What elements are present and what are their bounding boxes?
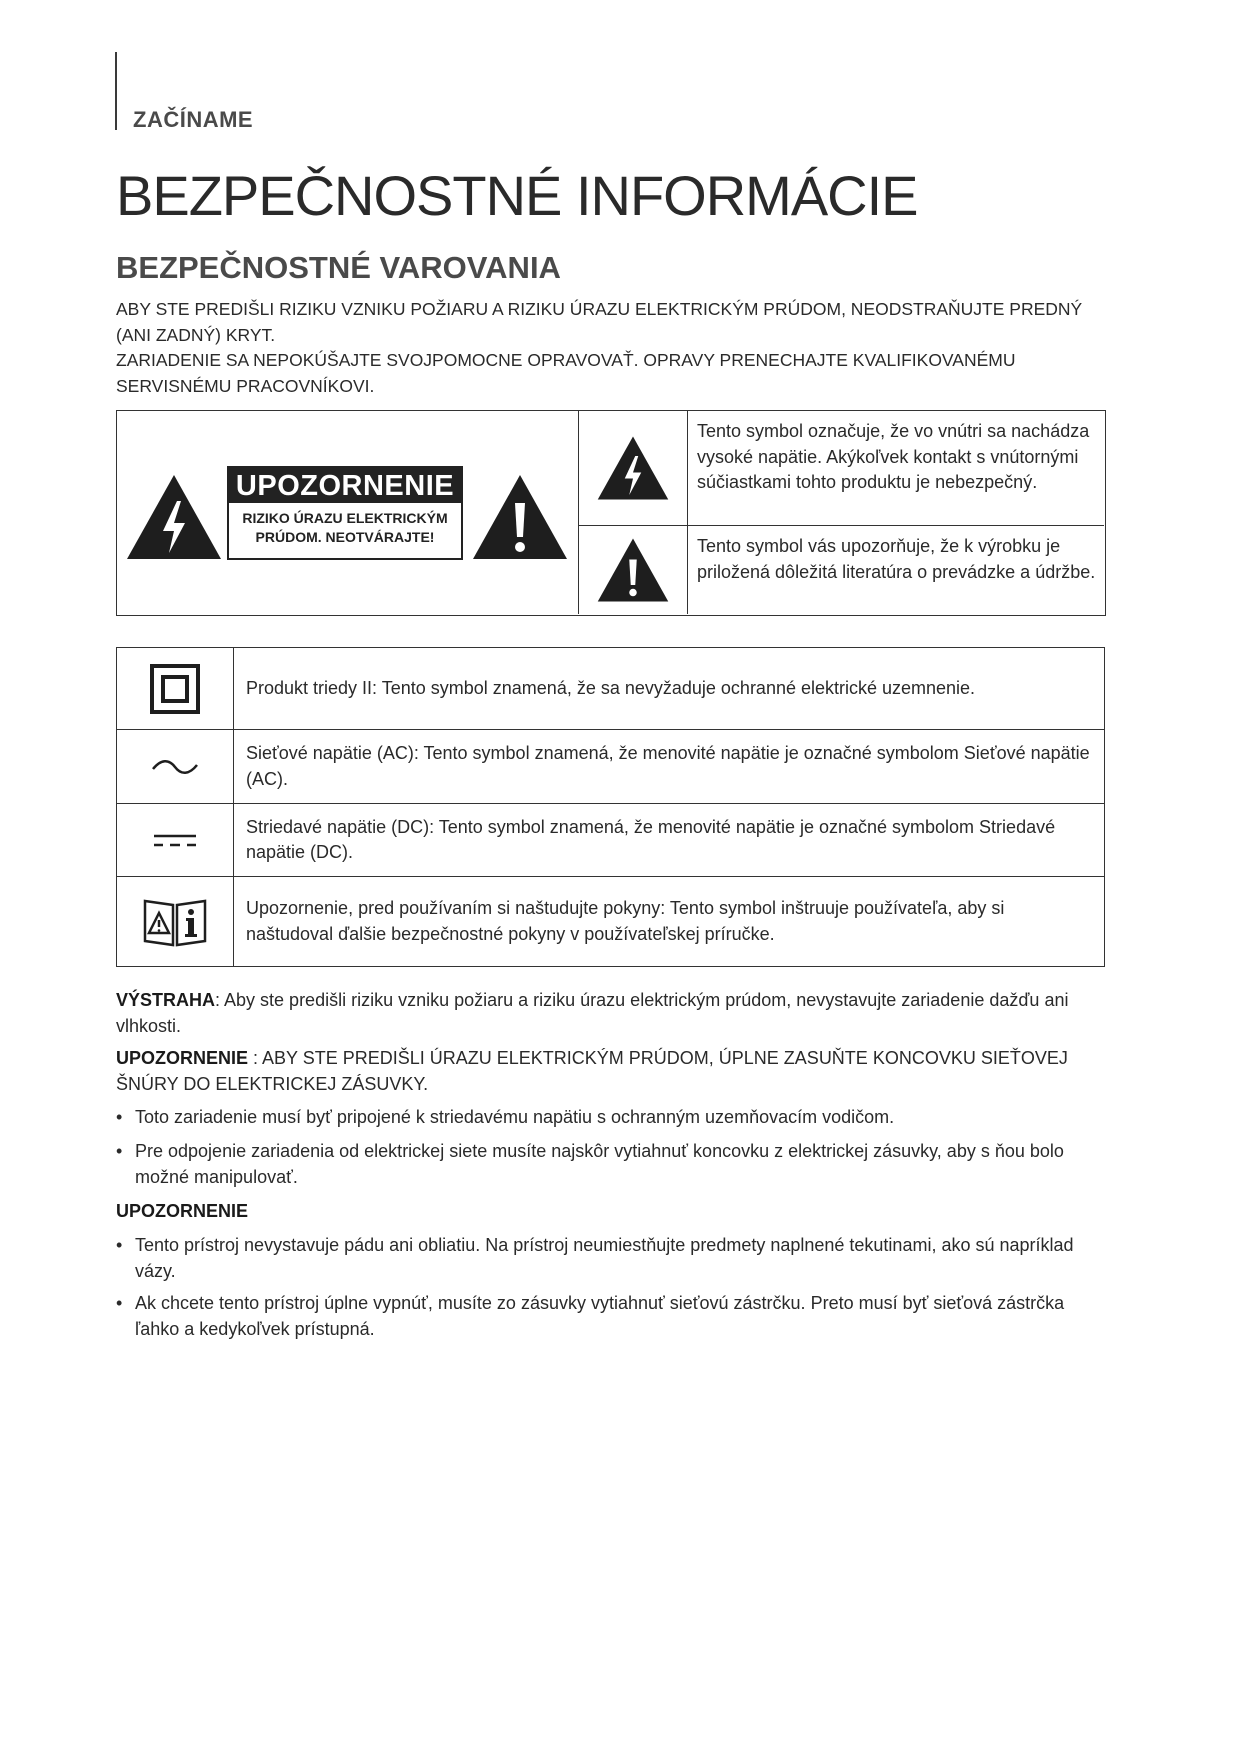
list-item-text: Pre odpojenie zariadenia od elektrickej siete musíte najskôr vytiahnuť koncovku z elektrickej zásuvky, aby s ňou bolo možné manipulovať. bbox=[135, 1141, 1064, 1187]
lightning-symbol-row bbox=[579, 411, 1104, 526]
exclamation-symbol-description: Tento symbol vás upozorňuje, že k výrobku je priložená dôležitá literatúra o prevádzke a údržbe. bbox=[697, 536, 1096, 582]
list-item bbox=[116, 1233, 1106, 1284]
caution-label-line-1: RIZIKO ÚRAZU ELEKTRICKÝM bbox=[242, 510, 448, 526]
table-row bbox=[117, 804, 1104, 877]
symbol-description: Upozornenie, pred používaním si naštudujte pokyny: Tento symbol inštruuje používateľa, aby si naštudoval ďalšie bezpečnostné pokyny v používateľskej príručke. bbox=[246, 898, 1005, 944]
table-row bbox=[117, 648, 1104, 730]
intro-line-1: ABY STE PREDIŠLI RIZIKU VZNIKU POŽIARU A RIZIKU ÚRAZU ELEKTRICKÝM PRÚDOM, NEODSTRAŇUJTE PREDNÝ (ANI ZADNÝ) KRYT. bbox=[116, 299, 1083, 345]
dc-voltage-icon bbox=[152, 831, 198, 849]
list-item-text: Tento prístroj nevystavuje pádu ani obliatiu. Na prístroj neumiestňujte predmety naplnené tekutinami, ako sú napríklad vázy. bbox=[135, 1235, 1074, 1281]
upozornenie-text: : ABY STE PREDIŠLI ÚRAZU ELEKTRICKÝM PRÚDOM, ÚPLNE ZASUŇTE KONCOVKU SIEŤOVEJ ŠNÚRY DO ELEKTRICKEJ ZÁSUVKY. bbox=[116, 1048, 1068, 1094]
exclamation-triangle-icon bbox=[596, 537, 670, 603]
list-item-text: Toto zariadenie musí byť pripojené k striedavému napätiu s ochranným uzemňovacím vodičom. bbox=[135, 1107, 895, 1127]
caution-label-text bbox=[229, 503, 461, 547]
caution-box bbox=[116, 410, 1106, 616]
bullet-marker: • bbox=[116, 1141, 123, 1161]
upozornenie-label: UPOZORNENIE bbox=[116, 1048, 249, 1068]
vystraha-paragraph bbox=[116, 988, 1106, 1039]
symbol-icon-cell bbox=[117, 804, 234, 876]
lightning-triangle-icon bbox=[125, 473, 223, 561]
symbol-description: Sieťové napätie (AC): Tento symbol znamená, že menovité napätie je označné symbolom Sieťové napätie (AC). bbox=[246, 743, 1090, 789]
list-item bbox=[116, 1291, 1106, 1342]
symbol-icon-cell bbox=[117, 648, 234, 729]
symbols-table bbox=[116, 647, 1105, 967]
caution-label bbox=[227, 466, 463, 560]
upozornenie-paragraph bbox=[116, 1046, 1106, 1097]
list-item bbox=[116, 1105, 1106, 1131]
caution-label-panel bbox=[117, 411, 579, 614]
table-row bbox=[117, 730, 1104, 804]
bullet-marker: • bbox=[116, 1293, 123, 1313]
lightning-triangle-icon bbox=[596, 435, 670, 501]
lightning-symbol-description: Tento symbol označuje, že vo vnútri sa nachádza vysoké napätie. Akýkoľvek kontakt s vnútornými súčiastkami tohto produktu je nebezpečný. bbox=[697, 421, 1090, 492]
intro-text bbox=[116, 297, 1106, 399]
intro-line-2: ZARIADENIE SA NEPOKÚŠAJTE SVOJPOMOCNE OPRAVOVAŤ. OPRAVY PRENECHAJTE KVALIFIKOVANÉMU SERVISNÉMU PRACOVNÍKOVI. bbox=[116, 350, 1016, 396]
exclamation-triangle-icon bbox=[471, 473, 569, 561]
section-divider bbox=[115, 52, 117, 130]
class-ii-icon bbox=[150, 664, 200, 714]
bullet-marker: • bbox=[116, 1107, 123, 1127]
section-label: ZAČÍNAME bbox=[133, 107, 254, 132]
list-item bbox=[116, 1139, 1106, 1190]
exclamation-icon-cell bbox=[579, 526, 688, 614]
symbol-icon-cell bbox=[117, 730, 234, 803]
table-row bbox=[117, 877, 1104, 966]
list-item-text: Ak chcete tento prístroj úplne vypnúť, musíte zo zásuvky vytiahnuť sieťovú zástrčku. Preto musí byť sieťová zástrčka ľahko a kedykoľvek prístupná. bbox=[135, 1293, 1065, 1339]
read-instructions-icon bbox=[142, 895, 208, 949]
lightning-icon-cell bbox=[579, 411, 688, 525]
ac-voltage-icon bbox=[151, 757, 199, 777]
symbol-description: Striedavé napätie (DC): Tento symbol znamená, že menovité napätie je označné symbolom Striedavé napätie (DC). bbox=[246, 816, 1056, 862]
upozornenie-heading: UPOZORNENIE bbox=[116, 1201, 249, 1221]
symbol-description: Produkt triedy II: Tento symbol znamená, že sa nevyžaduje ochranné elektrické uzemnenie. bbox=[246, 677, 976, 698]
vystraha-label: VÝSTRAHA bbox=[116, 990, 216, 1010]
vystraha-text: : Aby ste predišli riziku vzniku požiaru a riziku úrazu elektrickým prúdom, nevystavujte zariadenie dažďu ani vlhkosti. bbox=[116, 990, 1069, 1036]
page-title: BEZPEČNOSTNÉ INFORMÁCIE bbox=[116, 164, 918, 227]
caution-label-title: UPOZORNENIE bbox=[229, 468, 461, 503]
bullet-marker: • bbox=[116, 1235, 123, 1255]
exclamation-symbol-row bbox=[579, 526, 1104, 614]
caution-label-line-2: PRÚDOM. NEOTVÁRAJTE! bbox=[255, 529, 435, 545]
symbol-icon-cell bbox=[117, 877, 234, 966]
section-subtitle: BEZPEČNOSTNÉ VAROVANIA bbox=[116, 250, 561, 285]
